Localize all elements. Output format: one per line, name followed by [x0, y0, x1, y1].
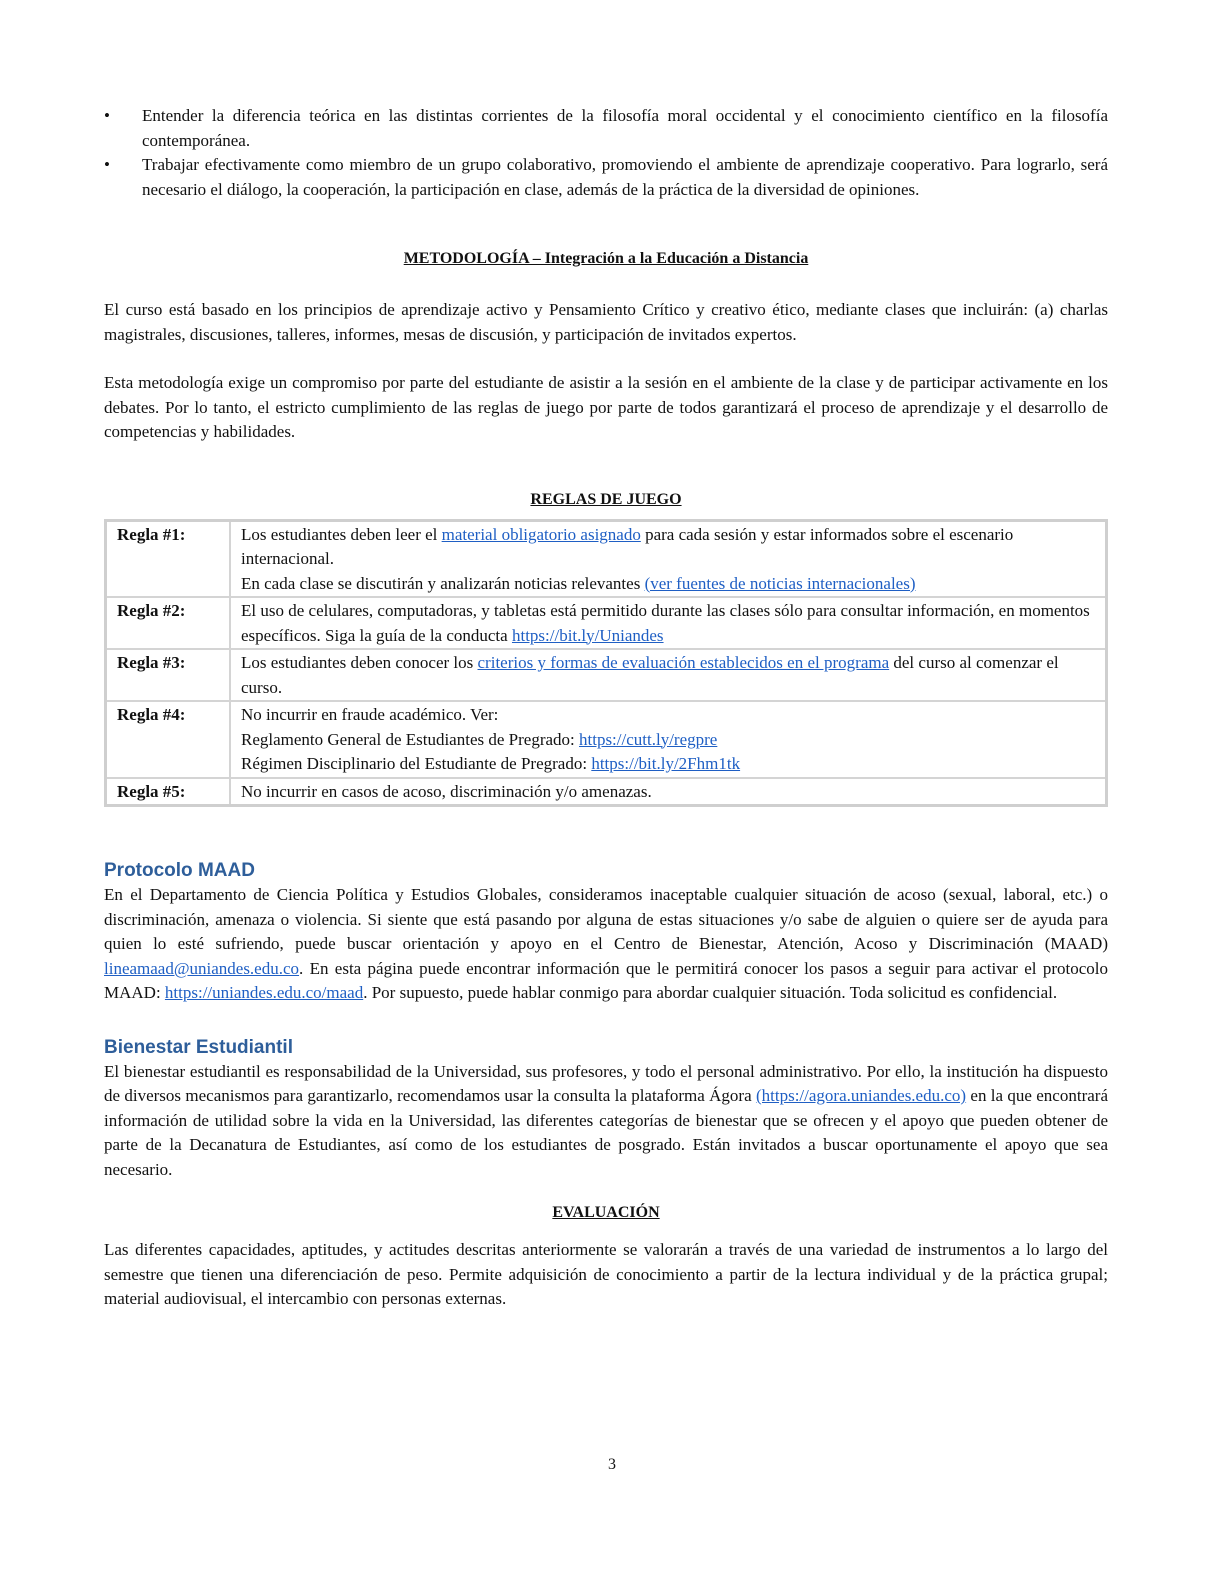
rule-text: Los estudiantes deben conocer los: [241, 653, 478, 672]
rule-row: [106, 778, 1107, 806]
methodology-paragraph-1: El curso está basado en los principios de aprendizaje activo y Pensamiento Crítico y creativo ético, mediante clases que incluirán: (a) charlas magistrales, discusiones, talleres, informes, mesas de discusión, y participación de invitados expertos.: [104, 300, 1108, 344]
rule-link[interactable]: criterios y formas de evaluación establecidos en el programa: [477, 653, 890, 672]
rules-heading: REGLAS DE JUEGO: [530, 490, 682, 508]
protocol-paragraph: [104, 883, 1108, 1006]
rule-link[interactable]: https://cutt.ly/regpre: [579, 729, 718, 749]
document-page: [104, 104, 1108, 1312]
rule-description: [230, 701, 1107, 778]
rule-text: Régimen Disciplinario del Estudiante de Pregrado:: [241, 754, 592, 773]
rule-line: [241, 523, 1097, 572]
rule-text: No incurrir en casos de acoso, discriminación y/o amenazas.: [241, 781, 652, 801]
page-number: 3: [608, 1456, 616, 1473]
rule-link[interactable]: https://bit.ly/2Fhm1tk: [591, 754, 741, 773]
methodology-heading: METODOLOGÍA – Integración a la Educación a Distancia: [403, 250, 809, 267]
rule-link[interactable]: https://bit.ly/Uniandes: [511, 625, 664, 645]
wellbeing-text-1: El bienestar estudiantil es responsabilidad de la Universidad, sus profesores, y todo el personal administrativo. Por ello, la institución ha dispuesto de diversos mecanismos para garantizarlo, recomendamos usar la consulta la plataforma Ágora: [104, 1061, 1108, 1105]
protocol-heading: Protocolo MAAD: [104, 860, 255, 881]
rule-line: [241, 752, 1097, 777]
protocol-text-3: . Por supuesto, puede hablar conmigo para abordar cualquier situación. Toda solicitud es confidencial.: [363, 983, 1058, 1002]
protocol-text-2: . En esta página puede encontrar información que le permitirá conocer los pasos a seguir para activar el protocolo MAAD:: [104, 958, 1108, 1002]
wellbeing-heading: Bienestar Estudiantil: [104, 1036, 293, 1058]
rule-description: [230, 520, 1107, 597]
wellbeing-text-2: en la que encontrará información de utilidad sobre la vida en la Universidad, las diferentes categorías de bienestar que se ofrecen y el apoyo que pueden obtener de parte de la Decanatura de Estudiantes, así como de los estudiantes de posgrado. Están invitados a buscar oportunamente el apoyo que sea necesario.: [104, 1086, 1108, 1179]
objective-item: [104, 104, 1108, 153]
rule-text: Reglamento General de Estudiantes de Pregrado:: [241, 729, 579, 749]
rule-text: No incurrir en fraude académico. Ver:: [241, 705, 499, 724]
objective-item: [104, 153, 1108, 202]
rule-row: [106, 649, 1107, 701]
bullet-icon: •: [104, 106, 110, 125]
rule-link[interactable]: (ver fuentes de noticias internacionales): [644, 573, 916, 593]
rule-text: Los estudiantes deben leer el: [241, 524, 442, 544]
objective-text: Entender la diferencia teórica en las distintas corrientes de la filosofía moral occidental y el conocimiento científico en la filosofía contemporánea.: [142, 106, 1108, 150]
rule-text: del curso al comenzar el curso.: [241, 653, 1059, 697]
rule-description: [230, 649, 1107, 701]
rule-label: Regla #5:: [106, 778, 231, 806]
rule-label: Regla #1:: [106, 520, 231, 597]
bullet-icon: •: [104, 155, 110, 174]
rules-table: [104, 519, 1108, 808]
objectives-list: [104, 104, 1108, 202]
evaluation-paragraph: Las diferentes capacidades, aptitudes, y actitudes descritas anteriormente se valorarán a través de una variedad de instrumentos a lo largo del semestre que tienen una diferenciación de peso. Permite adquisición de conocimiento a partir de la lectura individual y de la práctica grupal; material audiovisual, el intercambio con personas externas.: [104, 1240, 1108, 1308]
rule-label: Regla #4:: [106, 701, 231, 778]
rule-label: Regla #3:: [106, 649, 231, 701]
rule-link[interactable]: material obligatorio asignado: [441, 524, 641, 544]
rule-row: [106, 520, 1107, 597]
protocol-text-1: En el Departamento de Ciencia Política y Estudios Globales, consideramos inaceptable cualquier situación de acoso (sexual, laboral, etc.) o discriminación, amenaza o violencia. Si siente que está pasando por alguna de estas situaciones y/o sabe de alguien o quiere ser de ayuda para quien lo esté sufriendo, puede buscar orientación y apoyo en el Centro de Bienestar, Atención, Acoso y Discriminación (MAAD): [104, 885, 1108, 953]
rule-description: [230, 778, 1107, 806]
rule-label: Regla #2:: [106, 597, 231, 649]
evaluation-heading: EVALUACIÓN: [552, 1204, 660, 1221]
rule-text: El uso de celulares, computadoras, y tabletas está permitido durante las clases sólo para consultar información, en momentos específicos. Siga la guía de la conducta: [241, 601, 1090, 645]
rule-line: [241, 651, 1097, 700]
rule-row: [106, 597, 1107, 649]
maad-email-link[interactable]: lineamaad@uniandes.edu.co: [104, 958, 300, 978]
rule-line: [241, 728, 1097, 753]
rule-line: [241, 703, 1097, 728]
rule-text: para cada sesión y estar informados sobre el escenario internacional.: [241, 524, 1014, 568]
rule-description: [230, 597, 1107, 649]
rule-line: [241, 780, 1097, 805]
methodology-paragraph-2: Esta metodología exige un compromiso por parte del estudiante de asistir a la sesión en el ambiente de la clase y de participar activamente en los debates. Por lo tanto, el estricto cumplimiento de las reglas de juego por parte de todos garantizará el proceso de aprendizaje y el desarrollo de competencias y habilidades.: [104, 373, 1108, 441]
maad-protocol-link[interactable]: https://uniandes.edu.co/maad: [164, 983, 364, 1002]
wellbeing-paragraph: [104, 1060, 1108, 1183]
rule-text: En cada clase se discutirán y analizarán noticias relevantes: [241, 573, 645, 593]
rule-line: [241, 572, 1097, 597]
agora-link[interactable]: (https://agora.uniandes.edu.co): [755, 1086, 967, 1105]
rule-line: [241, 599, 1097, 648]
rule-row: [106, 701, 1107, 778]
objective-text: Trabajar efectivamente como miembro de un grupo colaborativo, promoviendo el ambiente de aprendizaje cooperativo. Para lograrlo, será necesario el diálogo, la cooperación, la participación en clase, además de la práctica de la diversidad de opiniones.: [142, 155, 1108, 199]
